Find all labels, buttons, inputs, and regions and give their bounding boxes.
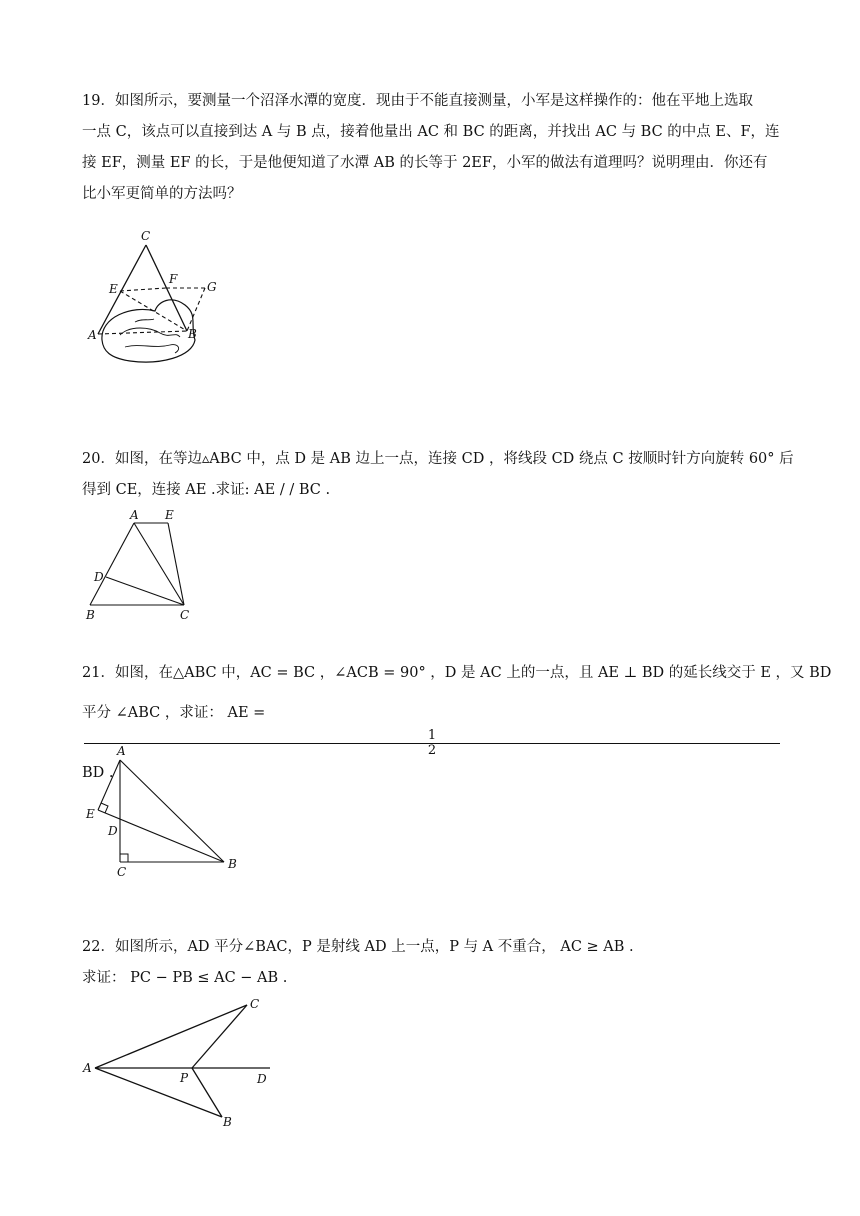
label-a: A <box>117 744 126 758</box>
label-e: E <box>86 807 95 821</box>
q22-figure <box>80 995 280 1135</box>
segment-pc <box>192 1005 247 1068</box>
segment-ab <box>95 1068 222 1117</box>
question-19-text <box>82 86 782 210</box>
q20-line-2: 得到 CE，连接 AE .求证: AE / / BC . <box>82 482 331 498</box>
q19-line-1: 19．如图所示，要测量一个沼泽水潭的宽度．现由于不能直接测量，小军是这样操作的：他在平地上选取 <box>82 93 753 109</box>
segment-dc <box>106 577 184 605</box>
q19-line-4: 比小军更简单的方法吗？ <box>82 186 242 202</box>
label-g: G <box>207 280 217 294</box>
segment-pb <box>192 1068 222 1117</box>
q21-line-2-start: 平分 ∠ABC ，求证： AE = <box>82 705 266 721</box>
q19-line-3: 接 EF，测量 EF 的长，于是他便知道了水潭 AB 的长等于 2EF，小军的做法有道理吗？说明理由．你还有 <box>82 155 768 171</box>
question-22-text <box>82 932 782 994</box>
q20-figure <box>80 505 200 625</box>
label-b: B <box>86 608 95 622</box>
label-c: C <box>250 997 260 1011</box>
side-ab <box>120 760 224 862</box>
label-e: E <box>165 508 174 522</box>
label-a: A <box>130 508 139 522</box>
label-d: D <box>94 570 104 584</box>
segment-ae <box>98 760 120 810</box>
segment-ab <box>98 331 187 334</box>
q22-line-1: 22．如图所示，AD 平分∠BAC，P 是射线 AD 上一点，P 与 A 不重合， AC ≥ AB . <box>82 939 634 955</box>
label-f: F <box>169 272 178 286</box>
fraction-denominator: 2 <box>427 743 437 758</box>
q19-line-2: 一点 C，该点可以直接到达 A 与 B 点，接着他量出 AC 和 BC 的距离，并找出 AC 与 BC 的中点 E、F，连 <box>82 124 780 140</box>
label-b: B <box>223 1115 232 1129</box>
question-20-text <box>82 444 794 506</box>
label-b: B <box>188 327 197 341</box>
swamp-shape <box>102 300 195 362</box>
segment-ac <box>95 1005 247 1068</box>
q21-figure <box>80 742 250 882</box>
q20-line-1: 20．如图，在等边▵ABC 中，点 D 是 AB 边上一点，连接 CD ，将线段 CD 绕点 C 按顺时针方向旋转 60° 后 <box>82 451 794 467</box>
q21-line-1: 21．如图，在△ABC 中，AC = BC ，∠ACB = 90° ，D 是 AC 上的一点，且 AE ⊥ BD 的延长线交于 E ，又 BD <box>82 665 832 681</box>
q21-line-2-end: BD . <box>82 765 114 781</box>
label-p: P <box>180 1071 189 1085</box>
label-a: A <box>83 1061 92 1075</box>
label-b: B <box>228 857 237 871</box>
label-d: D <box>108 824 118 838</box>
label-e: E <box>109 282 118 296</box>
fraction-numerator: 1 <box>84 729 780 744</box>
label-c: C <box>117 865 127 879</box>
label-a: A <box>88 328 97 342</box>
q19-figure <box>80 225 240 370</box>
label-d: D <box>257 1072 267 1086</box>
label-c: C <box>180 608 190 622</box>
segment-ef <box>120 288 166 291</box>
q22-line-2: 求证： PC − PB ≤ AC − AB . <box>82 970 288 986</box>
side-ab <box>90 523 134 605</box>
right-angle-c <box>120 854 128 862</box>
label-c: C <box>141 229 151 243</box>
